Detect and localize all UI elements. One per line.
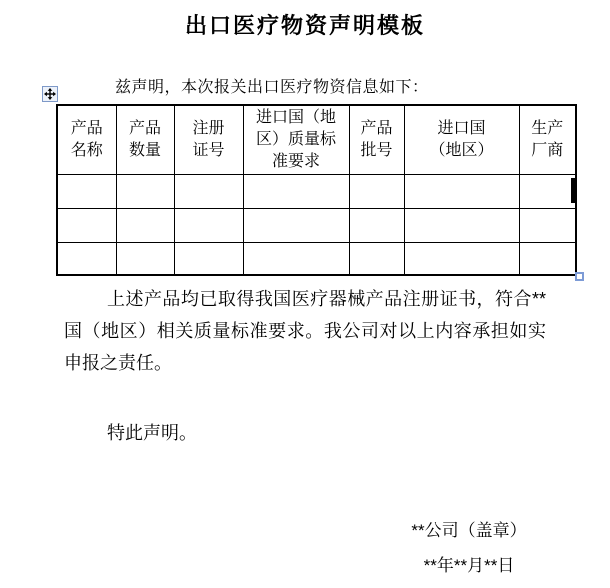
table-cell[interactable] — [519, 175, 576, 209]
declaration-table — [56, 104, 577, 276]
table-cell[interactable] — [174, 243, 243, 275]
table-cell[interactable] — [243, 243, 349, 275]
table-cell[interactable] — [116, 175, 174, 209]
table-cell[interactable] — [404, 175, 519, 209]
closing-line: 特此声明。 — [107, 423, 197, 443]
table-resize-handle[interactable] — [575, 272, 584, 281]
header-product-name: 产品名称 — [57, 105, 116, 175]
statement-paragraph: 上述产品均已取得我国医疗器械产品注册证书，符合**国（地区）相关质量标准要求。我公司对以上内容承担如实申报之责任。 — [64, 289, 546, 373]
intro-line: 兹声明，本次报关出口医疗物资信息如下： — [115, 79, 429, 96]
table-cell[interactable] — [174, 209, 243, 243]
move-icon — [44, 88, 56, 100]
table-cell[interactable] — [116, 209, 174, 243]
table-row — [57, 175, 576, 209]
table-cell[interactable] — [349, 243, 404, 275]
table-cell[interactable] — [519, 243, 576, 275]
header-registration-no: 注册证号 — [174, 105, 243, 175]
header-import-country-quality: 进口国（地区）质量标准要求 — [243, 105, 349, 175]
table-cell[interactable] — [116, 243, 174, 275]
doc-title: 出口医疗物资声明模板 — [184, 13, 425, 38]
table-cell[interactable] — [519, 209, 576, 243]
signature-date: **年**月**日 — [423, 556, 515, 575]
table-cell[interactable] — [174, 175, 243, 209]
table-cell[interactable] — [349, 209, 404, 243]
header-batch-no: 产品批号 — [349, 105, 404, 175]
signature-block — [398, 521, 540, 576]
signature-company: **公司（盖章） — [411, 521, 527, 540]
table-cell[interactable] — [404, 209, 519, 243]
table-cell[interactable] — [57, 243, 116, 275]
table-cell[interactable] — [243, 209, 349, 243]
text-cursor — [571, 178, 576, 203]
header-product-quantity: 产品数量 — [116, 105, 174, 175]
table-cell[interactable] — [243, 175, 349, 209]
table-row — [57, 243, 576, 275]
header-import-country: 进口国（地区） — [404, 105, 519, 175]
header-manufacturer: 生产厂商 — [519, 105, 576, 175]
table-cell[interactable] — [404, 243, 519, 275]
table-cell[interactable] — [57, 175, 116, 209]
table-move-handle[interactable] — [42, 86, 58, 102]
table-header-row — [57, 105, 576, 175]
table-cell[interactable] — [349, 175, 404, 209]
table-row — [57, 209, 576, 243]
table-cell[interactable] — [57, 209, 116, 243]
